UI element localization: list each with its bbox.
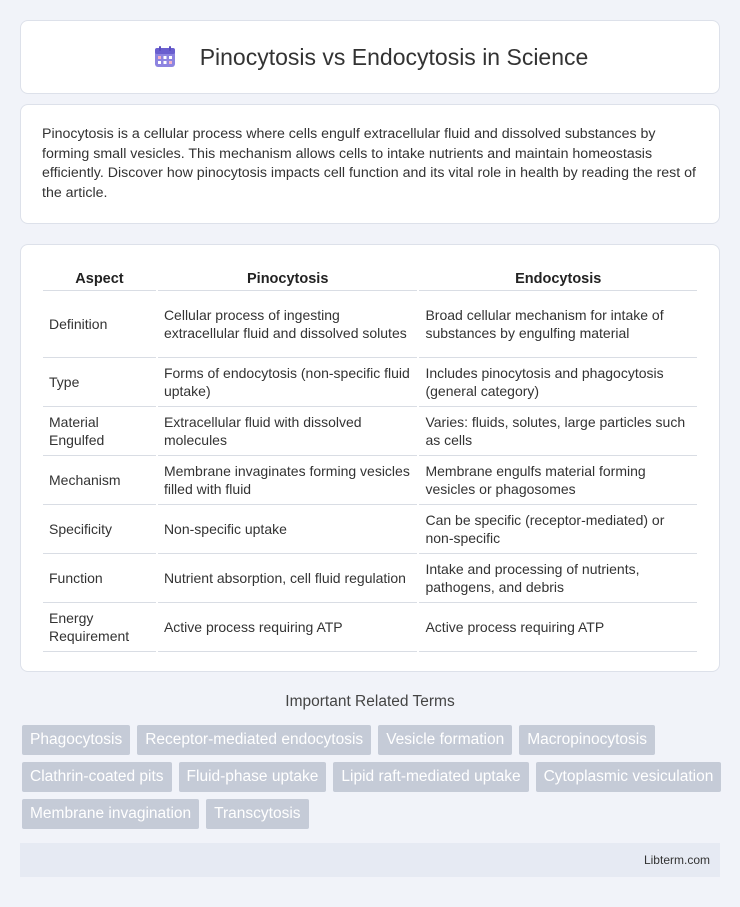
table-cell-aspect: Mechanism	[43, 456, 156, 505]
table-cell-aspect: Energy Requirement	[43, 603, 156, 652]
table-cell-pinocytosis: Membrane invaginates forming vesicles filled with fluid	[158, 456, 418, 505]
table-row	[43, 407, 697, 456]
table-cell-endocytosis: Membrane engulfs material forming vesicles or phagosomes	[419, 456, 697, 505]
comparison-table-card	[20, 244, 720, 672]
related-term-tag[interactable]: Receptor-mediated endocytosis	[137, 725, 371, 755]
column-header-aspect: Aspect	[43, 265, 156, 291]
table-cell-pinocytosis: Cellular process of ingesting extracellular fluid and dissolved solutes	[158, 291, 418, 358]
related-term-tag[interactable]: Cytoplasmic vesiculation	[536, 762, 722, 792]
table-row	[43, 456, 697, 505]
footer-site-link[interactable]: Libterm.com	[643, 853, 710, 867]
table-row	[43, 505, 697, 554]
footer	[20, 843, 720, 877]
table-cell-pinocytosis: Active process requiring ATP	[158, 603, 418, 652]
table-cell-aspect: Material Engulfed	[43, 407, 156, 456]
intro-text: Pinocytosis is a cellular process where cells engulf extracellular fluid and dissolved substances by forming small vesicles. This mechanism allows cells to intake nutrients and maintain homeostasis efficiently. Discover how pinocytosis impacts cell function and its vital role in health by reading the rest of the article.	[42, 126, 696, 201]
table-cell-endocytosis: Varies: fluids, solutes, large particles such as cells	[419, 407, 697, 456]
table-cell-endocytosis: Includes pinocytosis and phagocytosis (general category)	[419, 358, 697, 407]
related-term-tag[interactable]: Phagocytosis	[22, 725, 130, 755]
table-cell-endocytosis: Can be specific (receptor-mediated) or non-specific	[419, 505, 697, 554]
calendar-grid-icon	[152, 44, 178, 70]
related-term-tag[interactable]: Macropinocytosis	[519, 725, 655, 755]
table-header-row	[43, 265, 697, 291]
related-terms-list	[22, 725, 722, 829]
related-term-tag[interactable]: Transcytosis	[206, 799, 308, 829]
table-cell-aspect: Function	[43, 554, 156, 603]
table-cell-pinocytosis: Non-specific uptake	[158, 505, 418, 554]
page-title: Pinocytosis vs Endocytosis in Science	[199, 43, 589, 70]
table-cell-aspect: Type	[43, 358, 156, 407]
comparison-table	[41, 265, 699, 652]
related-terms-title: Important Related Terms	[285, 693, 455, 710]
column-header-pinocytosis: Pinocytosis	[158, 265, 418, 291]
table-cell-aspect: Definition	[43, 291, 156, 358]
intro-card	[20, 104, 720, 224]
table-row	[43, 603, 697, 652]
table-row	[43, 291, 697, 358]
table-cell-endocytosis: Intake and processing of nutrients, pathogens, and debris	[419, 554, 697, 603]
header-card	[20, 20, 720, 94]
related-term-tag[interactable]: Fluid-phase uptake	[179, 762, 327, 792]
table-cell-pinocytosis: Nutrient absorption, cell fluid regulation	[158, 554, 418, 603]
table-cell-endocytosis: Active process requiring ATP	[419, 603, 697, 652]
table-cell-pinocytosis: Extracellular fluid with dissolved molecules	[158, 407, 418, 456]
table-cell-aspect: Specificity	[43, 505, 156, 554]
related-term-tag[interactable]: Clathrin-coated pits	[22, 762, 172, 792]
table-cell-endocytosis: Broad cellular mechanism for intake of substances by engulfing material	[419, 291, 697, 358]
related-term-tag[interactable]: Lipid raft-mediated uptake	[333, 762, 528, 792]
column-header-endocytosis: Endocytosis	[419, 265, 697, 291]
table-row	[43, 554, 697, 603]
related-term-tag[interactable]: Membrane invagination	[22, 799, 199, 829]
table-row	[43, 358, 697, 407]
table-cell-pinocytosis: Forms of endocytosis (non-specific fluid uptake)	[158, 358, 418, 407]
related-term-tag[interactable]: Vesicle formation	[378, 725, 512, 755]
